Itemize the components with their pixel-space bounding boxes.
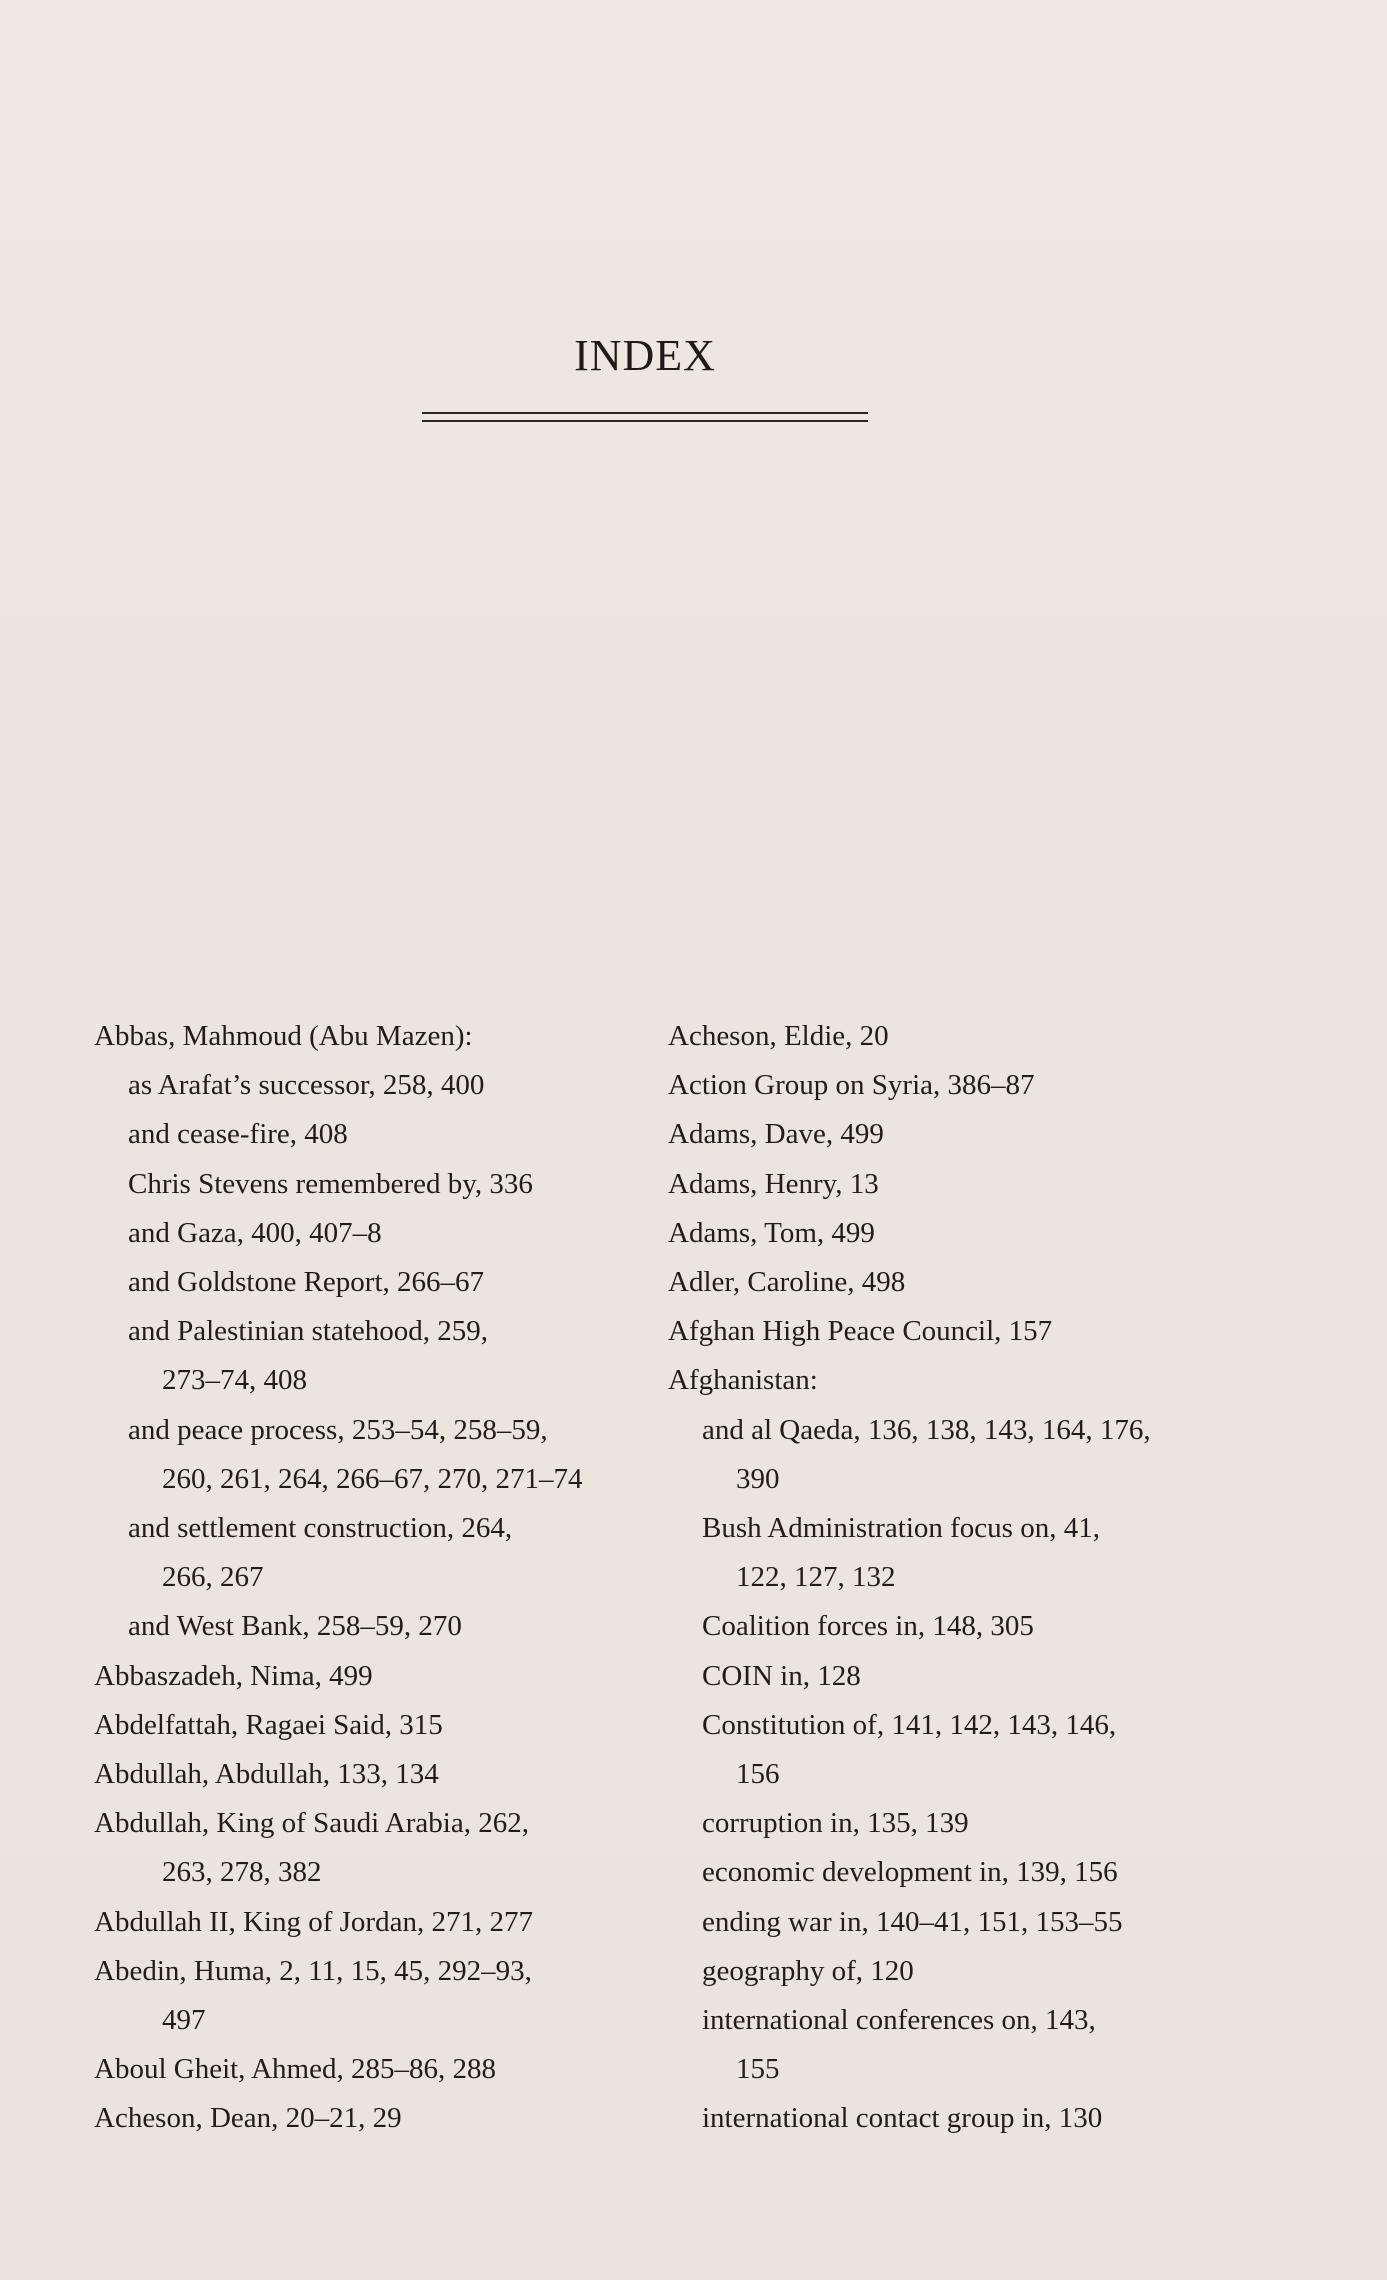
index-entry: international conferences on, 143, [702, 2004, 1096, 2037]
index-entry: Constitution of, 141, 142, 143, 146, [702, 1708, 1117, 1741]
index-entry: 155 [736, 2053, 780, 2086]
index-entry: 497 [162, 2004, 206, 2037]
page-title: INDEX [574, 331, 716, 380]
index-entry: and settlement construction, 264, [128, 1512, 513, 1545]
index-entry: ending war in, 140–41, 151, 153–55 [702, 1905, 1123, 1938]
index-entry: Abbaszadeh, Nima, 499 [94, 1659, 373, 1692]
index-entry: Afghanistan: [668, 1364, 818, 1397]
index-entry: Bush Administration focus on, 41, [702, 1512, 1100, 1545]
index-entry: 390 [736, 1462, 780, 1495]
index-entry: and West Bank, 258–59, 270 [128, 1610, 462, 1643]
index-entry: 263, 278, 382 [162, 1856, 322, 1889]
index-entry: Adams, Henry, 13 [668, 1167, 879, 1200]
index-entry: Chris Stevens remembered by, 336 [128, 1167, 533, 1200]
index-entry: Coalition forces in, 148, 305 [702, 1610, 1034, 1643]
index-entry: Afghan High Peace Council, 157 [668, 1315, 1053, 1348]
index-entry: 156 [736, 1758, 780, 1791]
index-entry: Acheson, Eldie, 20 [668, 1020, 889, 1052]
index-entry: 122, 127, 132 [736, 1561, 896, 1594]
index-entry: Adams, Tom, 499 [668, 1216, 875, 1249]
index-entry: Abdullah, Abdullah, 133, 134 [94, 1758, 439, 1791]
index-entry: and Palestinian statehood, 259, [128, 1315, 489, 1348]
index-entry: Aboul Gheit, Ahmed, 285–86, 288 [94, 2053, 496, 2086]
title-rule-bottom [422, 420, 868, 422]
index-entry: Abedin, Huma, 2, 11, 15, 45, 292–93, [94, 1954, 532, 1987]
index-entry: as Arafat’s successor, 258, 400 [128, 1069, 485, 1102]
index-entry: and peace process, 253–54, 258–59, [128, 1413, 548, 1446]
index-entry: Adams, Dave, 499 [668, 1118, 884, 1151]
index-entry: Adler, Caroline, 498 [668, 1266, 906, 1299]
index-entry: Action Group on Syria, 386–87 [668, 1069, 1035, 1102]
index-entry: Abbas, Mahmoud (Abu Mazen): [94, 1020, 473, 1052]
index-entry: and al Qaeda, 136, 138, 143, 164, 176, [702, 1413, 1151, 1446]
index-entry: 273–74, 408 [162, 1364, 307, 1397]
title-rule-top [422, 412, 868, 414]
index-entry: Abdelfattah, Ragaei Said, 315 [94, 1708, 443, 1741]
index-column-right [668, 1012, 1228, 2144]
index-entry: and Gaza, 400, 407–8 [128, 1216, 382, 1249]
index-entry: Abdullah, King of Saudi Arabia, 262, [94, 1807, 529, 1840]
index-entry: economic development in, 139, 156 [702, 1856, 1118, 1889]
index-column-left [94, 1012, 654, 2144]
index-entry: Abdullah II, King of Jordan, 271, 277 [94, 1905, 533, 1938]
index-entry: and Goldstone Report, 266–67 [128, 1266, 485, 1299]
index-entry: COIN in, 128 [702, 1659, 861, 1692]
index-entry: 260, 261, 264, 266–67, 270, 271–74 [162, 1462, 583, 1495]
index-entry: Acheson, Dean, 20–21, 29 [94, 2102, 402, 2135]
index-entry: international contact group in, 130 [702, 2102, 1103, 2135]
index-entry: corruption in, 135, 139 [702, 1807, 969, 1840]
index-entry: and cease-fire, 408 [128, 1118, 348, 1151]
index-entry: geography of, 120 [702, 1954, 914, 1987]
index-entry: 266, 267 [162, 1561, 264, 1594]
